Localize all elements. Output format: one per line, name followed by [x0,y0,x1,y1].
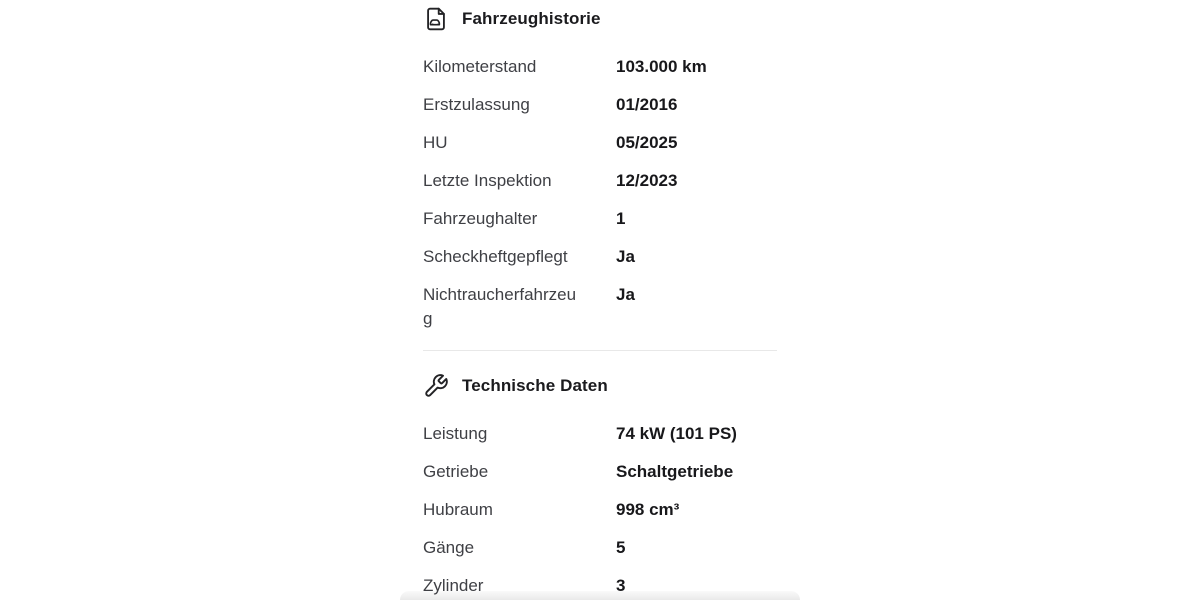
spec-row-scheckheftgepflegt [423,238,777,276]
spec-rows [423,48,777,338]
spec-row-fahrzeughalter [423,200,777,238]
spec-label: Hubraum [423,500,493,519]
spec-label: Getriebe [423,462,489,481]
spec-value: 12/2023 [616,171,678,190]
section-title: Technische Daten [462,376,608,395]
section-fahrzeughistorie [423,5,777,338]
spec-row-gaenge [423,529,777,567]
spec-row-zylinder [423,567,777,605]
spec-rows [423,415,777,605]
spec-label: HU [423,133,448,152]
spec-row-hubraum [423,491,777,529]
spec-row-hu [423,124,777,162]
spec-value: Ja [616,285,635,304]
spec-label: Erstzulassung [423,95,530,114]
vehicle-details-column [400,0,800,605]
spec-label: Scheckheftgepflegt [423,247,568,266]
spec-row-kilometerstand [423,48,777,86]
section-title: Fahrzeughistorie [462,9,601,28]
spec-value: 05/2025 [616,133,678,152]
spec-value: 1 [616,209,626,228]
section-header-fahrzeughistorie [423,5,777,33]
spec-label: Zylinder [423,576,484,595]
spec-label: Kilometerstand [423,57,537,76]
spec-row-erstzulassung [423,86,777,124]
spec-label: Leistung [423,424,488,443]
spec-value: 74 kW (101 PS) [616,424,737,443]
spec-value: 3 [616,576,626,595]
spec-label: Fahrzeughalter [423,209,538,228]
spec-value: 01/2016 [616,95,678,114]
spec-row-leistung [423,415,777,453]
spec-value: 5 [616,538,626,557]
wrench-icon [423,373,449,399]
spec-value: Schaltgetriebe [616,462,734,481]
car-document-icon [423,6,449,32]
spec-value: Ja [616,247,635,266]
spec-row-getriebe [423,453,777,491]
section-technische-daten [423,372,777,605]
spec-label: Gänge [423,538,475,557]
spec-row-letzte-inspektion [423,162,777,200]
spec-value: 998 cm³ [616,500,680,519]
spec-label: Nichtraucherfahrzeug [423,285,577,328]
section-header-technische-daten [423,372,777,400]
spec-value: 103.000 km [616,57,707,76]
section-divider [423,350,777,351]
spec-label: Letzte Inspektion [423,171,552,190]
spec-row-nichtraucherfahrzeug [423,276,777,338]
